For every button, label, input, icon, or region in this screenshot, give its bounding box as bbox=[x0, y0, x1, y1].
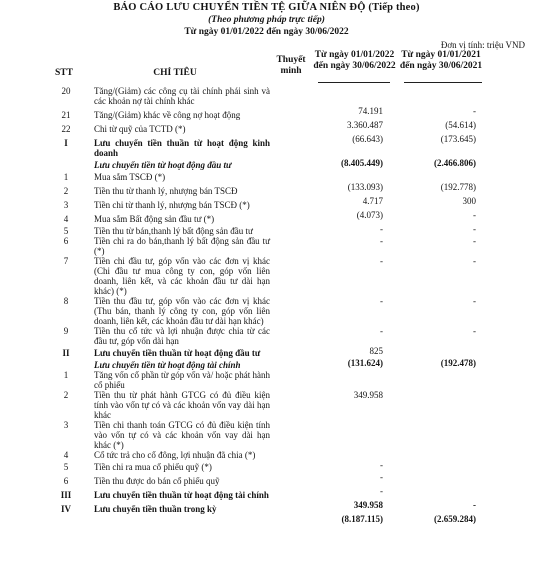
table-row bbox=[0, 370, 533, 400]
row-chi-tieu: Lưu chuyển tiền thuần từ hoạt động đầu tư bbox=[94, 348, 261, 358]
row-previous-value: - bbox=[473, 326, 476, 336]
row-stt: 9 bbox=[63, 326, 69, 336]
row-chi-tieu: Mua sắm TSCĐ (*) bbox=[94, 172, 166, 182]
row-current-value: - bbox=[380, 472, 383, 482]
report-period: Từ ngày 01/01/2022 đến ngày 30/06/2022 bbox=[184, 27, 349, 37]
row-stt: 1 bbox=[63, 172, 69, 182]
row-chi-tieu: Lưu chuyển tiền từ hoạt động đầu tư bbox=[94, 160, 232, 170]
row-current-value: 74.191 bbox=[358, 106, 383, 116]
row-stt: II bbox=[62, 348, 70, 358]
row-stt: 20 bbox=[61, 86, 71, 96]
row-stt: I bbox=[64, 138, 68, 148]
row-chi-tieu: Tiền chi ra mua cổ phiếu quỹ (*) bbox=[94, 462, 212, 472]
row-previous-value: - bbox=[473, 500, 476, 510]
row-previous-value: (192.778) bbox=[440, 182, 476, 192]
row-stt: 8 bbox=[63, 296, 69, 306]
row-stt: 2 bbox=[63, 390, 69, 400]
current-header-underline bbox=[318, 82, 390, 83]
table-row bbox=[0, 390, 533, 420]
row-stt: 3 bbox=[63, 200, 69, 210]
row-current-value: (8.187.115) bbox=[341, 514, 383, 524]
table-row bbox=[0, 256, 533, 306]
row-stt: 4 bbox=[63, 450, 69, 460]
row-stt: 21 bbox=[61, 110, 71, 120]
row-stt: 4 bbox=[63, 214, 69, 224]
row-chi-tieu: Tăng/(Giảm) khác về công nợ hoạt động bbox=[94, 110, 241, 120]
table-row bbox=[0, 122, 533, 144]
table-row bbox=[0, 502, 533, 524]
row-chi-tieu: Tiền thu từ bán,thanh lý bất động sản đầu tư bbox=[94, 226, 253, 236]
row-previous-value: (2.659.284) bbox=[434, 514, 476, 524]
row-chi-tieu: Cổ tức trả cho cổ đông, lợi nhuận đã chia (*) bbox=[94, 450, 256, 460]
row-previous-value: (173.645) bbox=[440, 134, 476, 144]
row-stt: IV bbox=[60, 504, 71, 514]
row-current-value: 4.717 bbox=[362, 196, 383, 206]
row-chi-tieu: Tiền thu cổ tức và lợi nhuận được chia từ các đầu tư, góp vốn dài hạn bbox=[94, 326, 270, 346]
row-chi-tieu: Tiền thu từ phát hành GTCG có đủ điều kiện tính vào vốn tự có và các khoản vốn vay dài hạn khác bbox=[94, 390, 270, 420]
row-chi-tieu: Mua sắm Bất động sản đầu tư (*) bbox=[94, 214, 215, 224]
row-stt: 2 bbox=[63, 186, 69, 196]
column-header-current-period: Từ ngày 01/01/2022 đến ngày 30/06/2022 bbox=[313, 50, 396, 71]
row-previous-value: (2.466.806) bbox=[434, 158, 476, 168]
row-stt: 5 bbox=[63, 462, 69, 472]
row-chi-tieu: Chi từ quỹ của TCTD (*) bbox=[94, 124, 186, 134]
row-chi-tieu: Tiền chi đầu tư, góp vốn vào các đơn vị khác (Chi đầu tư mua công ty con, góp vốn liên doanh, liên kết, và các khoản đầu tư dài hạn khác) (*) bbox=[94, 256, 270, 296]
previous-header-underline bbox=[404, 82, 482, 83]
row-previous-value: (192.478) bbox=[440, 358, 476, 368]
row-current-value: (8.405.449) bbox=[341, 158, 383, 168]
row-chi-tieu: Tiền thu đầu tư, góp vốn vào các đơn vị khác (Thu bán, thanh lý công ty con, góp vốn liên doanh, liên kết, các khoản đầu tư dài hạn khác) bbox=[94, 296, 270, 326]
row-chi-tieu: Lưu chuyển tiền từ hoạt động tài chính bbox=[94, 360, 241, 370]
row-current-value: (4.073) bbox=[356, 210, 383, 220]
table-row bbox=[0, 420, 533, 450]
row-current-value: - bbox=[380, 296, 383, 306]
row-previous-value: - bbox=[473, 210, 476, 220]
row-current-value: 825 bbox=[369, 346, 383, 356]
section-heading-row bbox=[0, 160, 533, 170]
row-previous-value: - bbox=[473, 236, 476, 246]
row-previous-value: - bbox=[473, 224, 476, 234]
report-subtitle: (Theo phương pháp trực tiếp) bbox=[208, 15, 325, 25]
column-header-previous-period: Từ ngày 01/01/2021 đến ngày 30/06/2021 bbox=[399, 50, 483, 71]
table-row bbox=[0, 236, 533, 266]
column-header-chi-tieu: CHỈ TIÊU bbox=[153, 68, 197, 78]
row-stt: 3 bbox=[63, 420, 69, 430]
row-chi-tieu: Tiền chi từ thanh lý, nhượng bán TSCĐ (*) bbox=[94, 200, 250, 210]
row-current-value: (133.093) bbox=[347, 182, 383, 192]
row-stt: 22 bbox=[61, 124, 71, 134]
row-current-value: (131.624) bbox=[347, 358, 383, 368]
row-current-value: 3.360.487 bbox=[347, 120, 383, 130]
row-chi-tieu: Tiền thu từ thanh lý, nhượng bán TSCĐ bbox=[94, 186, 238, 196]
row-current-value: - bbox=[380, 224, 383, 234]
row-current-value: - bbox=[380, 236, 383, 246]
row-chi-tieu: Tiền thu được do bán cổ phiếu quỹ bbox=[94, 476, 220, 486]
row-stt: III bbox=[60, 490, 72, 500]
row-current-value: - bbox=[380, 486, 383, 496]
row-previous-value: - bbox=[473, 106, 476, 116]
row-stt: 1 bbox=[63, 370, 69, 380]
row-chi-tieu: Tiền chi thanh toán GTCG có đủ điều kiện tính vào vốn tự có và các khoản vốn vay dài hạn khác (*) bbox=[94, 420, 270, 450]
row-chi-tieu: Lưu chuyển tiền thuần trong kỳ bbox=[94, 504, 217, 514]
row-chi-tieu: Lưu chuyển tiền thuần từ hoạt động kinh doanh bbox=[94, 138, 270, 158]
unit-note: Đơn vị tính: triệu VND bbox=[440, 40, 525, 50]
row-current-value: - bbox=[380, 256, 383, 266]
row-current-value: - bbox=[380, 326, 383, 336]
row-current-value: (66.643) bbox=[352, 134, 383, 144]
row-current-value: 349.958 bbox=[353, 390, 383, 400]
row-chi-tieu: Lưu chuyển tiền thuần từ hoạt động tài chính bbox=[94, 490, 269, 500]
column-header-stt: STT bbox=[55, 68, 73, 78]
cash-flow-table bbox=[0, 84, 533, 524]
row-stt: 5 bbox=[63, 226, 69, 236]
column-header-thuyet-minh: Thuyết minh bbox=[276, 55, 306, 76]
report-title: BÁO CÁO LƯU CHUYỂN TIỀN TỆ GIỮA NIÊN ĐỘ (Tiếp theo) bbox=[113, 2, 420, 13]
row-previous-value: (54.614) bbox=[445, 120, 476, 130]
section-heading-row bbox=[0, 360, 533, 370]
row-stt: 6 bbox=[63, 476, 69, 486]
row-stt: 6 bbox=[63, 236, 69, 246]
row-previous-value: - bbox=[473, 296, 476, 306]
row-chi-tieu: Tăng vốn cổ phần từ góp vốn và/ hoặc phát hành cổ phiếu bbox=[94, 370, 270, 390]
row-chi-tieu: Tiền chi ra do bán,thanh lý bất động sản đầu tư (*) bbox=[94, 236, 270, 256]
row-previous-value: 300 bbox=[462, 196, 476, 206]
row-previous-value: - bbox=[473, 256, 476, 266]
row-stt: 7 bbox=[63, 256, 69, 266]
row-chi-tieu: Tăng/(Giảm) các công cụ tài chính phái sinh và các khoản nợ tài chính khác bbox=[94, 86, 270, 106]
row-current-value: 349.958 bbox=[353, 500, 383, 510]
row-current-value: - bbox=[380, 460, 383, 470]
